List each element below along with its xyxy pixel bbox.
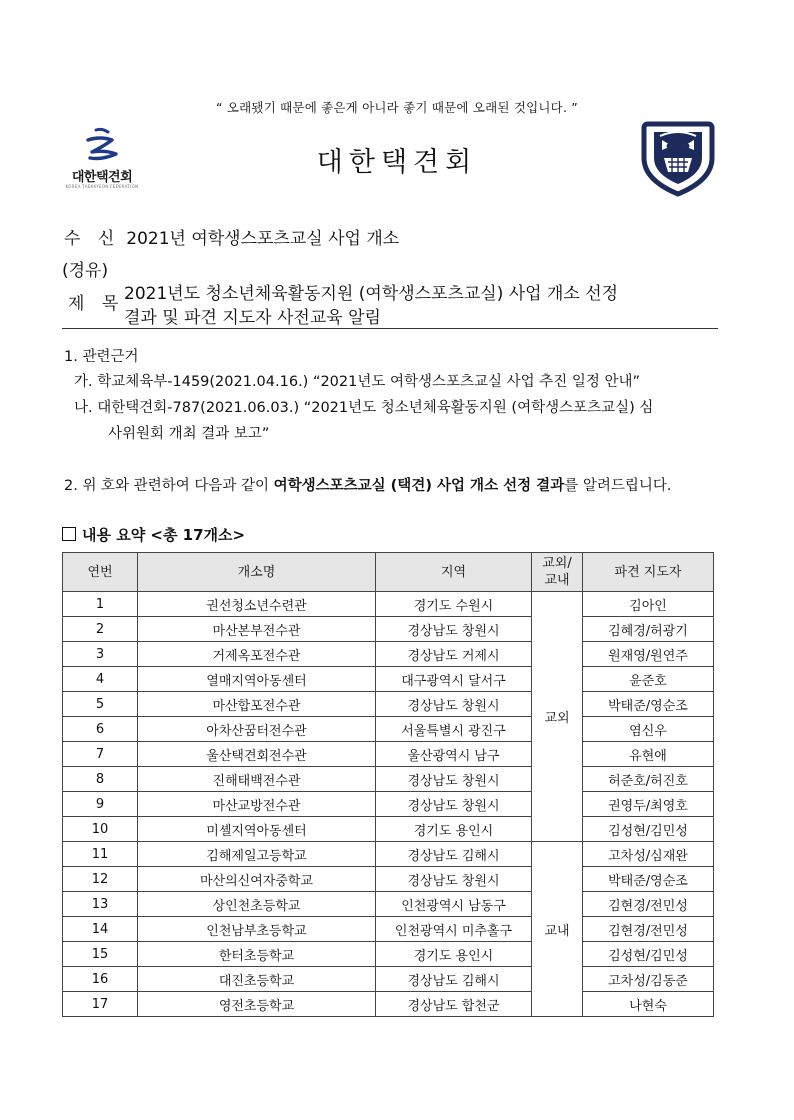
cell-instructor: 유현애 <box>583 742 714 767</box>
subject-text <box>124 282 704 330</box>
header-instructor: 파견 지도자 <box>583 553 714 592</box>
cell-no: 17 <box>63 992 138 1017</box>
table-header-row <box>63 553 714 592</box>
cell-no: 1 <box>63 592 138 617</box>
subject-line-1: 2021년도 청소년체육활동지원 (여학생스포츠교실) 사업 개소 선정 <box>124 284 619 304</box>
cell-instructor: 김아인 <box>583 592 714 617</box>
cell-type-outside: 교외 <box>532 592 583 842</box>
table-row <box>63 617 714 642</box>
section2-post: 를 알려드립니다. <box>564 478 672 494</box>
cell-center: 마산의신여자중학교 <box>138 867 376 892</box>
checkbox-square-icon <box>62 527 76 541</box>
cell-no: 12 <box>63 867 138 892</box>
cell-center: 김해제일고등학교 <box>138 842 376 867</box>
motto: “ 오래됐기 때문에 좋은게 아니라 좋기 때문에 오래된 것입니다. ” <box>216 100 578 115</box>
cell-center: 마산합포전수관 <box>138 692 376 717</box>
cell-no: 5 <box>63 692 138 717</box>
cell-instructor: 허준호/허진호 <box>583 767 714 792</box>
table-row <box>63 992 714 1017</box>
cell-instructor: 원재영/원연주 <box>583 642 714 667</box>
cell-instructor: 고차성/김동준 <box>583 967 714 992</box>
cell-instructor: 박태준/영순조 <box>583 867 714 892</box>
cell-no: 6 <box>63 717 138 742</box>
emblem-mask-icon <box>640 118 716 198</box>
cell-no: 15 <box>63 942 138 967</box>
cell-region: 경상남도 김해시 <box>376 967 532 992</box>
cell-region: 경상남도 창원시 <box>376 617 532 642</box>
table-row <box>63 792 714 817</box>
cell-no: 13 <box>63 892 138 917</box>
table-body <box>63 592 714 1017</box>
cell-center: 마산교방전수관 <box>138 792 376 817</box>
cell-no: 2 <box>63 617 138 642</box>
cell-instructor: 권영두/최영호 <box>583 792 714 817</box>
cell-region: 경상남도 창원시 <box>376 867 532 892</box>
table-row <box>63 742 714 767</box>
cell-center: 인천남부초등학교 <box>138 917 376 942</box>
cell-center: 진해태백전수관 <box>138 767 376 792</box>
table-row <box>63 592 714 617</box>
header-no: 연번 <box>63 553 138 592</box>
recipient-label: 수 신 <box>64 229 121 249</box>
cell-center: 아차산꿈터전수관 <box>138 717 376 742</box>
cell-center: 한터초등학교 <box>138 942 376 967</box>
table-row <box>63 817 714 842</box>
cell-region: 경기도 수원시 <box>376 592 532 617</box>
cell-instructor: 김혜경/허광기 <box>583 617 714 642</box>
cell-region: 인천광역시 미추홀구 <box>376 917 532 942</box>
cell-center: 영전초등학교 <box>138 992 376 1017</box>
header-region: 지역 <box>376 553 532 592</box>
cell-instructor: 박태준/영순조 <box>583 692 714 717</box>
header-center: 개소명 <box>138 553 376 592</box>
cell-center: 울산택견회전수관 <box>138 742 376 767</box>
cell-center: 상인천초등학교 <box>138 892 376 917</box>
cell-type-inside: 교내 <box>532 842 583 1017</box>
cell-no: 10 <box>63 817 138 842</box>
table-row <box>63 767 714 792</box>
cell-region: 대구광역시 달서구 <box>376 667 532 692</box>
table-row <box>63 942 714 967</box>
cell-region: 인천광역시 남동구 <box>376 892 532 917</box>
cell-center: 거제옥포전수관 <box>138 642 376 667</box>
cell-region: 서울특별시 광진구 <box>376 717 532 742</box>
table-row <box>63 867 714 892</box>
table-row <box>63 692 714 717</box>
header-divider <box>62 328 718 329</box>
section1-item-b: 나. 대한택견회-787(2021.06.03.) “2021년도 청소년체육활동지원 (여학생스포츠교실) 심 <box>74 400 654 416</box>
cell-instructor: 김현경/전민성 <box>583 917 714 942</box>
cell-instructor: 김성현/김민성 <box>583 942 714 967</box>
cell-no: 9 <box>63 792 138 817</box>
subject-line-2: 결과 및 파견 지도자 사전교육 알림 <box>124 308 381 328</box>
logo-name: 대한택견회 <box>71 170 133 185</box>
cell-no: 11 <box>63 842 138 867</box>
cell-region: 경상남도 창원시 <box>376 767 532 792</box>
org-title: 대한택견회 <box>316 147 478 178</box>
cell-region: 경상남도 창원시 <box>376 692 532 717</box>
cell-center: 권선청소년수련관 <box>138 592 376 617</box>
table-row <box>63 892 714 917</box>
cell-region: 경상남도 창원시 <box>376 792 532 817</box>
cell-center: 미셸지역아동센터 <box>138 817 376 842</box>
cell-no: 8 <box>63 767 138 792</box>
section2-text <box>64 474 671 498</box>
recipient-line <box>64 224 399 249</box>
cell-instructor: 김현경/전민성 <box>583 892 714 917</box>
recipient-value: 2021년 여학생스포츠교실 사업 개소 <box>126 229 400 249</box>
table-row <box>63 967 714 992</box>
cell-no: 4 <box>63 667 138 692</box>
cell-no: 7 <box>63 742 138 767</box>
logo-subtitle: KOREA TAEKKYEON FEDERATION <box>65 184 139 189</box>
cell-instructor: 김성현/김민성 <box>583 817 714 842</box>
table-row <box>63 667 714 692</box>
cell-no: 14 <box>63 917 138 942</box>
section2-bold: 여학생스포츠교실 (택견) 사업 개소 선정 결과 <box>273 478 565 494</box>
header-type: 교외/ 교내 <box>532 553 583 592</box>
cell-instructor: 염신우 <box>583 717 714 742</box>
subject-label: 제 목 <box>68 294 125 314</box>
cell-region: 경기도 용인시 <box>376 817 532 842</box>
cell-no: 3 <box>63 642 138 667</box>
section2-pre: 2. 위 호와 관련하여 다음과 같이 <box>64 478 274 494</box>
cell-region: 경기도 용인시 <box>376 942 532 967</box>
summary-text: 내용 요약 <총 17개소> <box>82 526 246 544</box>
cell-center: 대진초등학교 <box>138 967 376 992</box>
section1-title: 1. 관련근거 <box>64 349 139 365</box>
section1-item-b-cont: 사위원회 개최 결과 보고” <box>108 426 270 442</box>
cell-instructor: 나현숙 <box>583 992 714 1017</box>
cell-no: 16 <box>63 967 138 992</box>
summary-heading <box>62 524 245 545</box>
center-table <box>62 552 714 1017</box>
cell-region: 경상남도 합천군 <box>376 992 532 1017</box>
cell-instructor: 윤준호 <box>583 667 714 692</box>
cell-center: 마산본부전수관 <box>138 617 376 642</box>
table-row <box>63 717 714 742</box>
section1-item-a: 가. 학교체육부-1459(2021.04.16.) “2021년도 여학생스포츠교실 사업 추진 일정 안내” <box>74 374 641 390</box>
table-row <box>63 642 714 667</box>
cell-instructor: 고차성/심재완 <box>583 842 714 867</box>
table-row <box>63 842 714 867</box>
cell-center: 열매지역아동센터 <box>138 667 376 692</box>
via-line: (경유) <box>62 261 109 281</box>
cell-region: 울산광역시 남구 <box>376 742 532 767</box>
cell-region: 경상남도 김해시 <box>376 842 532 867</box>
table-row <box>63 917 714 942</box>
cell-region: 경상남도 거제시 <box>376 642 532 667</box>
